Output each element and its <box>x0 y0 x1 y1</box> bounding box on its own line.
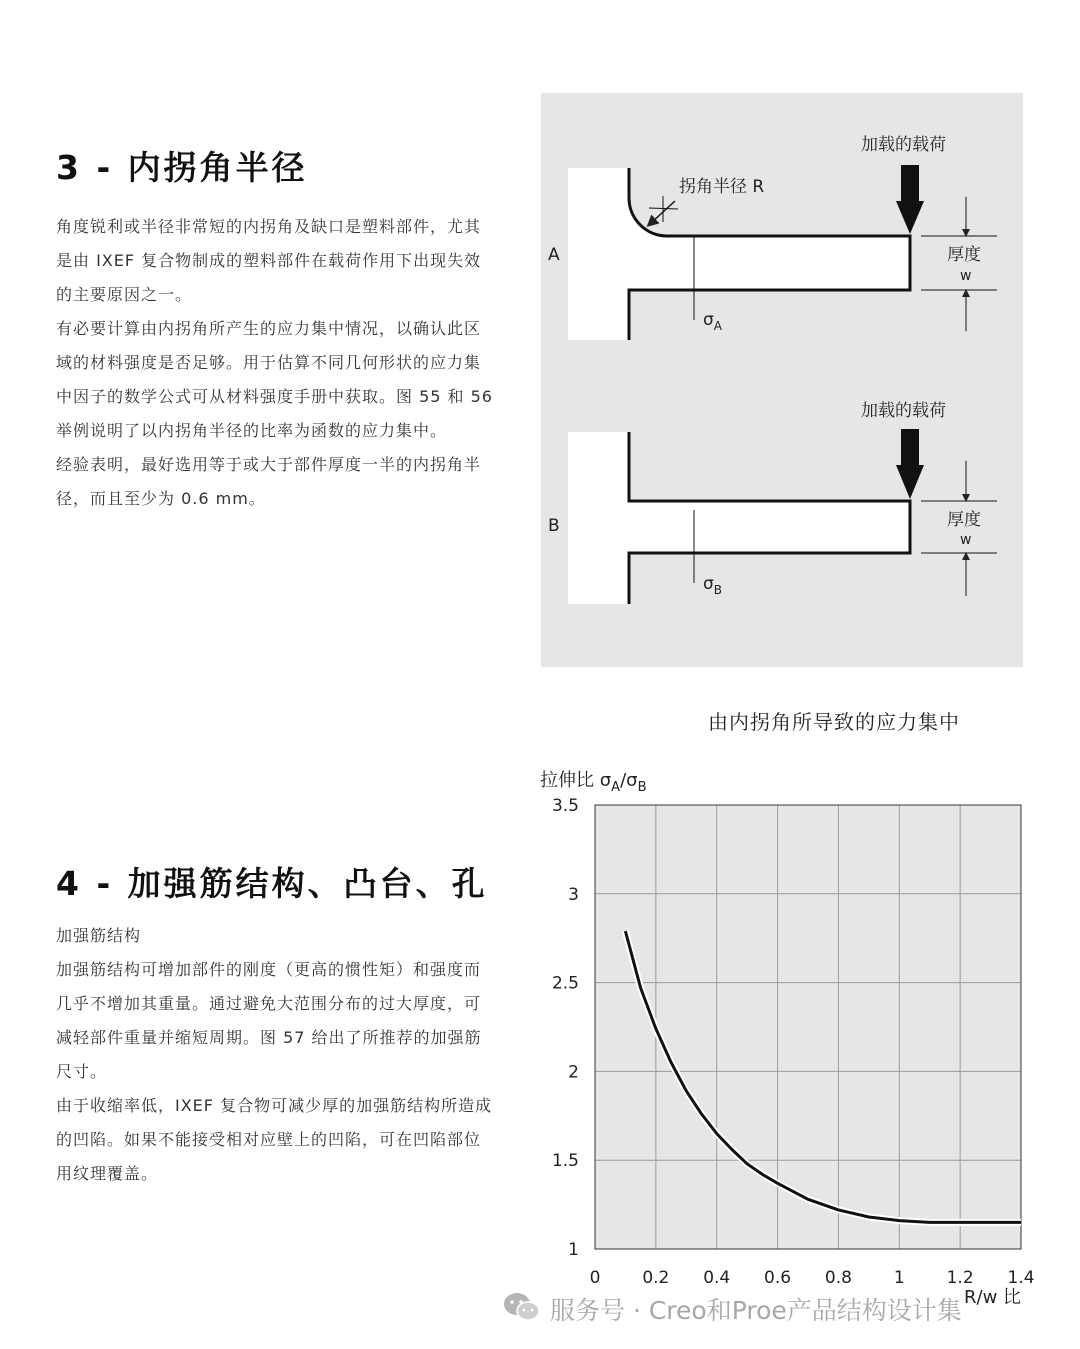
section4-paragraph: 加强筋结构可增加部件的刚度（更高的惯性矩）和强度而几乎不增加其重量。通过避免大范围分布的过大厚度，可减轻部件重量并缩短周期。图 57 给出了所推荐的加强筋尺寸。 <box>56 960 482 1081</box>
x-tick-label: 1 <box>893 1268 905 1288</box>
x-tick-label: 0 <box>589 1268 601 1288</box>
watermark <box>498 1283 1058 1333</box>
load-arrow-b <box>896 429 924 499</box>
figure-caption: 由内拐角所导致的应力集中 <box>708 710 960 734</box>
x-tick-label: 0.4 <box>703 1268 731 1288</box>
sigma-b: $\sigma_B$ <box>703 574 723 597</box>
x-tick-label: 0.6 <box>764 1268 792 1288</box>
x-tick-label: 0.2 <box>642 1268 670 1288</box>
section3-paragraph: 有必要计算由内拐角所产生的应力集中情况，以确认此区域的材料强度是否足够。用于估算不同几何形状的应力集中因子的数学公式可从材料强度手册中获取。图 55 和 56 举例说明了以内拐角半径的比率为函数的应力集中。 <box>56 319 493 440</box>
y-tick-label: 1 <box>568 1240 579 1260</box>
load-label-a: 加载的载荷 <box>861 135 946 155</box>
x-tick-label: 0.8 <box>824 1268 852 1288</box>
x-tick-label: 1.2 <box>946 1268 974 1288</box>
diagram-svg <box>541 93 1023 667</box>
section4-paragraph: 由于收缩率低，IXEF 复合物可减少厚的加强筋结构所造成的凹陷。如果不能接受相对应壁上的凹陷，可在凹陷部位用纹理覆盖。 <box>56 1096 493 1183</box>
y-tick-label: 2.5 <box>551 973 579 994</box>
thickness-w-b: w <box>960 532 972 548</box>
y-tick-label: 2 <box>568 1062 579 1083</box>
label-b: B <box>548 516 560 536</box>
thickness-w-a: w <box>960 268 972 284</box>
corner-radius-diagram <box>541 93 1023 667</box>
section4-body <box>56 919 496 1191</box>
sigma-a: $\sigma_A$ <box>703 310 722 333</box>
section4-heading: 4 - 加强筋结构、凸台、孔 <box>56 864 488 903</box>
y-axis-label: 拉伸比 $\sigma_A/\sigma_B$ <box>540 770 647 795</box>
part-b <box>548 401 997 604</box>
watermark-text: 服务号 · Creo和Proe产品结构设计集 <box>550 1296 962 1325</box>
wechat-icon <box>502 1291 542 1323</box>
y-tick-label: 1.5 <box>551 1151 579 1172</box>
thickness-label-b: 厚度 <box>947 510 981 530</box>
section4-subheading: 加强筋结构 <box>56 926 142 945</box>
radius-label: 拐角半径 R <box>679 177 765 197</box>
section3-body <box>56 210 496 516</box>
chart-svg <box>530 760 1050 1320</box>
load-label-b: 加载的载荷 <box>861 401 946 421</box>
section3-paragraph: 角度锐利或半径非常短的内拐角及缺口是塑料部件，尤其是由 IXEF 复合物制成的塑料部件在载荷作用下出现失效的主要原因之一。 <box>56 217 482 304</box>
x-tick-label: 1.4 <box>1007 1268 1035 1288</box>
x-axis-label: R/w 比 <box>964 1287 1022 1308</box>
y-tick-label: 3 <box>568 884 579 905</box>
stress-ratio-chart <box>530 760 1050 1320</box>
y-tick-label: 3.5 <box>551 796 579 816</box>
y-axis-ticks <box>552 796 579 1260</box>
section3-heading: 3 - 内拐角半径 <box>56 148 308 187</box>
label-a: A <box>548 245 560 265</box>
load-arrow-a <box>896 165 924 234</box>
part-a <box>548 135 997 340</box>
section3-paragraph: 经验表明，最好选用等于或大于部件厚度一半的内拐角半径，而且至少为 0.6 mm。 <box>56 455 482 508</box>
thickness-label-a: 厚度 <box>947 245 981 265</box>
